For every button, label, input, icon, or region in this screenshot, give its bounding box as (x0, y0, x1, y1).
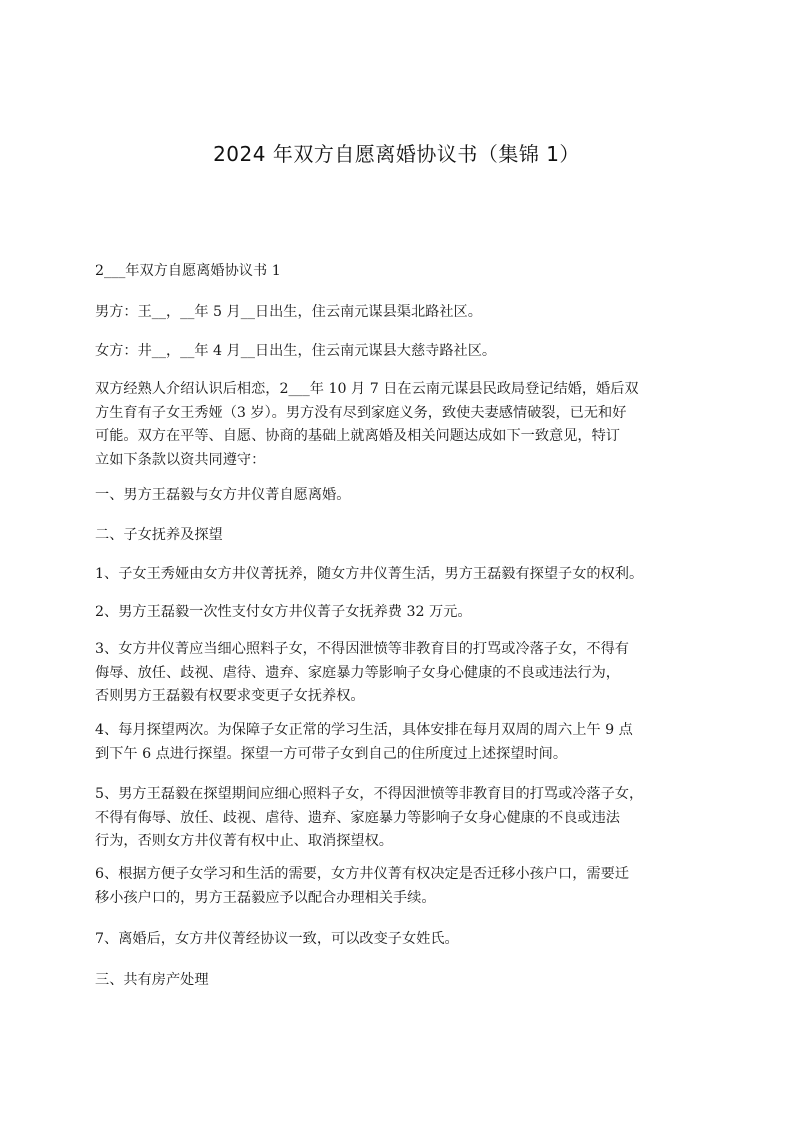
text-line: 男方：王__，__年 5 月__日出生，住云南元谋县渠北路社区。 (95, 304, 482, 320)
item-6-paragraph (95, 863, 707, 910)
subtitle-paragraph (95, 260, 707, 284)
section-2-heading (95, 524, 707, 548)
text-line: 3、女方井仪菁应当细心照料子女，不得因泄愤等非教育目的打骂或冷落子女，不得有 (95, 641, 629, 657)
text-line: 2、男方王磊毅一次性支付女方井仪菁子女抚养费 32 万元。 (95, 604, 472, 620)
item-3-paragraph (95, 638, 707, 709)
female-party-paragraph (95, 340, 707, 364)
text-line: 移小孩户口的，男方王磊毅应予以配合办理相关手续。 (95, 889, 436, 906)
text-line: 1、子女王秀娅由女方井仪菁抚养，随女方井仪菁生活，男方王磊毅有探望子女的权利。 (95, 566, 644, 582)
item-1-paragraph (95, 563, 707, 587)
text-line: 到下午 6 点进行探望。探望一方可带子女到自己的住所度过上述探望时间。 (95, 745, 568, 762)
text-line: 7、离婚后，女方井仪菁经协议一致，可以改变子女姓氏。 (95, 931, 459, 947)
section-3-heading (95, 969, 707, 993)
text-line: 方生育有子女王秀娅（3 岁）。男方没有尽到家庭义务，致使夫妻感情破裂，已无和好 (95, 404, 627, 421)
text-line: 2___年双方自愿离婚协议书 1 (95, 263, 281, 279)
item-7-paragraph (95, 928, 707, 952)
text-line: 双方经熟人介绍认识后相恋，2___年 10 月 7 日在云南元谋县民政局登记结婚，婚后双 (95, 381, 639, 397)
section-1-heading (95, 484, 707, 508)
text-line: 6、根据方便子女学习和生活的需要，女方井仪菁有权决定是否迁移小孩户口，需要迁 (95, 866, 629, 882)
text-line: 可能。双方在平等、自愿、协商的基础上就离婚及相关问题达成如下一致意见，特订 (95, 428, 620, 444)
text-line: 5、男方王磊毅在探望期间应细心照料子女，不得因泄愤等非教育目的打骂或冷落子女， (95, 786, 644, 802)
text-line: 侮辱、放任、歧视、虐待、遗弃、家庭暴力等影响子女身心健康的不良或违法行为， (95, 664, 620, 681)
text-line: 女方：井__，__年 4 月__日出生，住云南元谋县大慈寺路社区。 (95, 343, 497, 359)
intro-paragraph (95, 378, 707, 472)
text-line: 立如下条款以资共同遵守： (95, 451, 266, 468)
text-line: 二、子女抚养及探望 (95, 527, 223, 543)
text-line: 三、共有房产处理 (95, 972, 209, 988)
male-party-paragraph (95, 301, 707, 325)
item-5-paragraph (95, 783, 707, 854)
text-line: 行为，否则女方井仪菁有权中止、取消探望权。 (95, 833, 393, 849)
text-line: 否则男方王磊毅有权要求变更子女抚养权。 (95, 688, 365, 704)
document-title: 2024 年双方自愿离婚协议书（集锦 1） (213, 142, 580, 166)
text-line: 一、男方王磊毅与女方井仪菁自愿离婚。 (95, 487, 351, 503)
item-2-paragraph (95, 601, 707, 625)
item-4-paragraph (95, 719, 707, 766)
text-line: 4、每月探望两次。为保障子女正常的学习生活，具体安排在每月双周的周六上午 9 点 (95, 722, 633, 738)
text-line: 不得有侮辱、放任、歧视、虐待、遗弃、家庭暴力等影响子女身心健康的不良或违法 (95, 809, 620, 826)
